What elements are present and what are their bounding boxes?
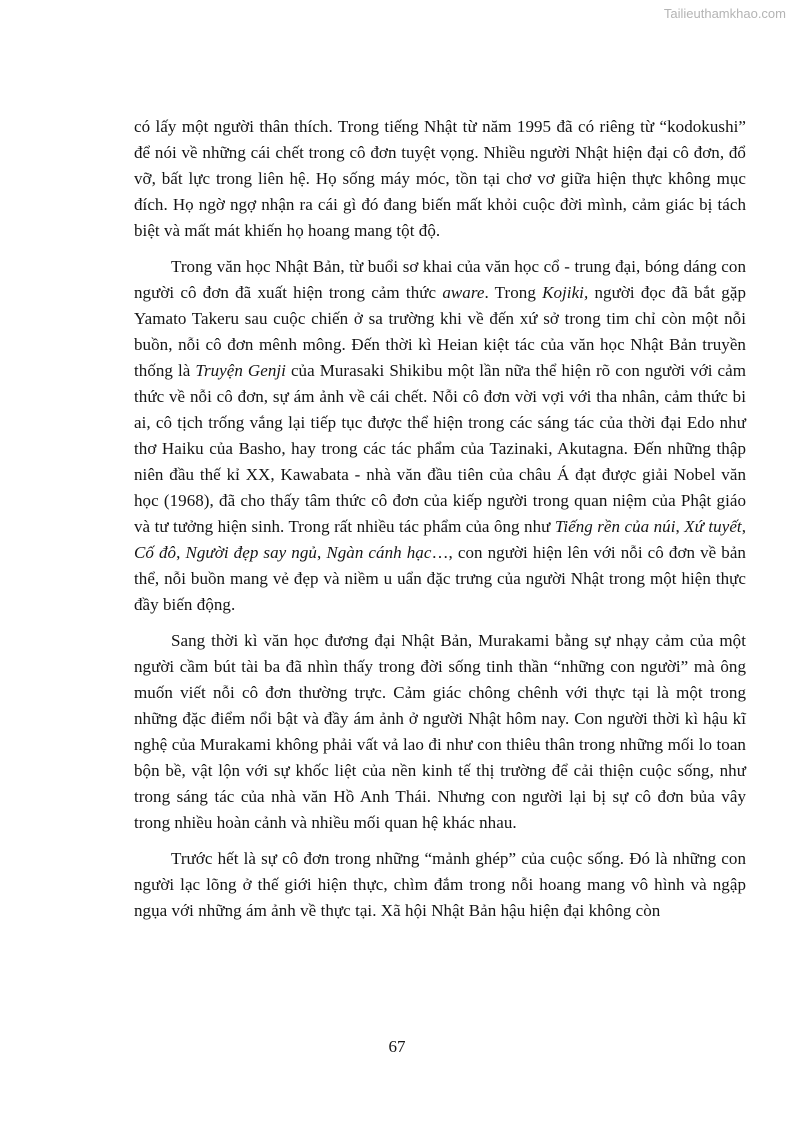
- body-text: [134, 114, 746, 934]
- text-run: người đọc đã bắt gặp Yamato Takeru sau cuộc chiến ở sa trường khi về đến xứ sở trong tim chỉ còn một nỗi buồn, nỗi cô đơn mênh mông. Đến thời kì Heian kiệt tác của văn học Nhật Bản truyền thống là: [134, 283, 746, 380]
- italic-title-run: Truyện Genji: [195, 361, 286, 380]
- text-run: Trong văn học Nhật Bản, từ buổi sơ khai của văn học cổ - trung đại, bóng dáng con người cô đơn đã xuất hiện trong cảm thức: [134, 257, 746, 302]
- page-number: 67: [388, 1037, 406, 1056]
- text-run: ,: [675, 517, 685, 536]
- italic-title-run: Cố đô: [134, 543, 177, 562]
- text-run: ,: [741, 517, 747, 536]
- italic-title-run: Tiếng rền của núi: [554, 517, 676, 536]
- text-run: ,: [176, 543, 186, 562]
- italic-title-run: Ngàn cánh hạc: [326, 543, 432, 562]
- text-run: Trước hết là sự cô đơn trong những “mảnh ghép” của cuộc sống. Đó là những con người lạc lõng ở thế giới hiện thực, chìm đắm trong nỗi hoang mang vô hình và ngập ngụa với những ám ảnh về thực tại. Xã hội Nhật Bản hậu hiện đại không còn: [134, 849, 746, 920]
- italic-title-run: Người đẹp say ngủ: [185, 543, 317, 562]
- paragraph-1: [134, 114, 746, 244]
- paragraph-3: [134, 628, 746, 836]
- italic-title-run: aware: [442, 283, 485, 302]
- watermark-text: Tailieuthamkhao.com: [663, 6, 786, 21]
- text-run: của Murasaki Shikibu một lần nữa thể hiện rõ con người với cảm thức về nỗi cô đơn, sự ám ảnh về cái chết. Nỗi cô đơn vời vợi với tha nhân, cảm thức bi ai, cô tịch trống vắng lại tiếp tục được thể hiện trong các sáng tác của thời đại Edo như thơ Haiku của Basho, hay trong các tác phẩm của Tazinaki, Akutagna. Đến những thập niên đầu thế kỉ XX, Kawabata - nhà văn đầu tiên của châu Á đạt được giải Nobel văn học (1968), đã cho thấy tâm thức cô đơn của kiếp người trong quan niệm của Phật giáo và tư tưởng hiện sinh. Trong rất nhiều tác phẩm của ông như: [134, 361, 746, 536]
- text-run: …, con người hiện lên với nỗi cô đơn về bản thể, nỗi buồn mang vẻ đẹp và niềm u uẩn đặc trưng của người Nhật trong một hiện thực đầy biến động.: [134, 543, 746, 614]
- italic-title-run: Xứ tuyết: [684, 517, 742, 536]
- text-run: . Trong: [484, 283, 543, 302]
- text-run: ,: [316, 543, 327, 562]
- paragraph-2: [134, 254, 746, 618]
- text-run: Sang thời kì văn học đương đại Nhật Bản, Murakami bằng sự nhạy cảm của một người cầm bút tài ba đã nhìn thấy trong đời sống tinh thần “những con người” mà ông muốn viết nỗi cô đơn thường trực. Cảm giác chông chênh với thực tại là một trong những đặc điểm nổi bật và đầy ám ảnh ở người Nhật hôm nay. Con người thời kì hậu kĩ nghệ của Murakami không phải vất vả lao đi như con thiêu thân trong những mối lo toan bộn bề, vật lộn với sự khốc liệt của nền kinh tế thị trường để cải thiện cuộc sống, như trong sáng tác của nhà văn Hồ Anh Thái. Nhưng con người lại bị sự cô đơn bủa vây trong nhiều hoàn cảnh và nhiều mối quan hệ khác nhau.: [134, 631, 746, 832]
- italic-title-run: Kojiki,: [542, 283, 589, 302]
- paragraph-4: [134, 846, 746, 924]
- text-run: có lấy một người thân thích. Trong tiếng Nhật từ năm 1995 đã có riêng từ “kodokushi” để nói về những cái chết trong cô đơn tuyệt vọng. Nhiều người Nhật hiện đại cô đơn, đổ vỡ, bất lực trong liên hệ. Họ sống máy móc, tồn tại chơ vơ giữa hiện thực không mục đích. Họ ngờ ngợ nhận ra cái gì đó đang biến mất khỏi cuộc đời mình, cảm giác bị tách biệt và mất mát khiến họ hoang mang tột độ.: [134, 117, 746, 240]
